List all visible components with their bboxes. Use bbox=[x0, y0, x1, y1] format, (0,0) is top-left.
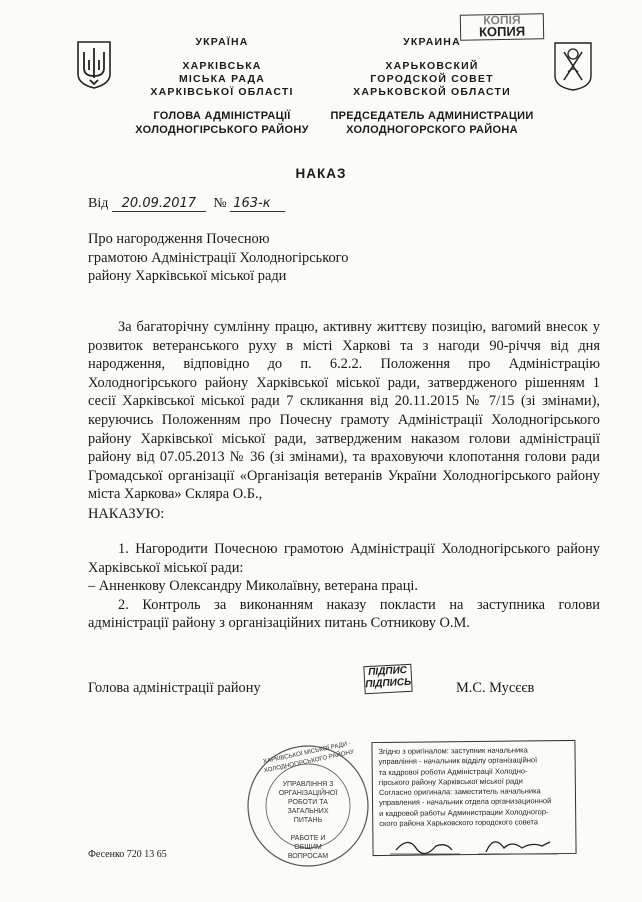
certification-line-5: Согласно оригинала: заместитель начальника bbox=[378, 786, 541, 798]
certification-line-6: управления - начальник отдела организационной bbox=[378, 796, 552, 808]
document-title: НАКАЗ bbox=[295, 166, 347, 181]
signatory-name: М.С. Мусєєв bbox=[456, 680, 535, 696]
date-from-label: Від bbox=[88, 196, 109, 211]
round-seal-lower bbox=[278, 834, 338, 861]
subject bbox=[88, 230, 408, 286]
certification-line-4: гірського району Харківської міської ради bbox=[378, 776, 523, 787]
header-right-council-3: ХАРЬКОВСКОЙ ОБЛАСТИ bbox=[353, 86, 511, 98]
order-items bbox=[88, 540, 600, 633]
round-seal-lower-1: РАБОТЕ И ОБЩИМ bbox=[290, 835, 326, 851]
date-line bbox=[88, 196, 285, 212]
header-left-admin-2: ХОЛОДНОГІРСЬКОГО РАЙОНУ bbox=[135, 124, 309, 136]
copy-stamp-line2: КОПИЯ bbox=[478, 23, 526, 40]
round-seal-lower-2: ВОПРОСАМ bbox=[287, 853, 329, 860]
copy-stamp-line1: КОПІЯ bbox=[483, 12, 521, 28]
header-right-country: УКРАИНА bbox=[403, 36, 461, 48]
header-left-country: УКРАЇНА bbox=[195, 36, 249, 48]
footer-contact: Фесенко 720 13 65 bbox=[88, 849, 167, 860]
header-left-council-1: ХАРКІВСЬКА bbox=[182, 60, 262, 72]
header-left bbox=[122, 36, 322, 137]
order-item-1-text: Нагородити Почесною грамотою Адміністрації Холодногірського району Харківської міської ради: bbox=[88, 541, 600, 576]
certification-line-1: Згідно з оригіналом: заступник начальника bbox=[378, 745, 528, 756]
header-right-council-2: ГОРОДСКОЙ СОВЕТ bbox=[370, 73, 494, 85]
order-word: НАКАЗУЮ: bbox=[88, 506, 165, 522]
date-value: 20.09.2017 bbox=[112, 196, 206, 212]
ukraine-coat-of-arms-icon bbox=[76, 40, 112, 90]
header-right bbox=[322, 36, 542, 137]
round-seal bbox=[238, 739, 378, 874]
header-right-council-1: ХАРЬКОВСКИЙ bbox=[385, 60, 479, 72]
certification-line-8: ского района Харьковского городского совета bbox=[379, 817, 539, 829]
order-item-1 bbox=[88, 540, 600, 577]
certification-line-2: управління - начальник відділу організаційної bbox=[378, 755, 538, 767]
round-seal-inner-4: ЗАГАЛЬНИХ bbox=[287, 808, 329, 815]
round-seal-inner-3: РОБОТИ ТА bbox=[288, 799, 328, 806]
header-right-admin-2: ХОЛОДНОГОРСКОГО РАЙОНА bbox=[346, 124, 518, 136]
preamble: За багаторічну сумлінну працю, активну життєву позицію, вагомий внесок у розвиток ветеранського руху в місті Харкові та з нагоди 90-річчя від дня народження, відповідно до п. 6.2.2. Положення про Адміністрацію Холодногірського району Харківської міської ради, затвердженого рішенням 1 сесії Харківської міської ради 7 скликання від 20.11.2015 № 7/15 (зі змінами), керуючись Положенням про Почесну грамоту Адміністрації Холодногірського району Харківської міської ради, затвердженим наказом голови адміністрації району від 07.05.2013 № 36 (зі змінами), та враховуючи клопотання голови ради Громадської організації «Організація ветеранів України Холодногірського району міста Харкова» Скляра О.Б., bbox=[88, 319, 600, 503]
order-item-1-sub-text: – Анненкову Олександру Миколаївну, ветерана праці. bbox=[88, 578, 418, 595]
round-seal-inner-1: УПРАВЛІННЯ З bbox=[282, 781, 334, 788]
signature-position: Голова адміністрації району bbox=[88, 680, 261, 696]
subject-line-2: грамотою Адміністрації Холодногірського bbox=[88, 249, 349, 266]
header-left-council-2: МІСЬКА РАДА bbox=[178, 73, 266, 85]
order-item-2 bbox=[88, 596, 600, 633]
order-item-2-num: 2. bbox=[118, 596, 129, 613]
header-left-council-3: ХАРКІВСЬКОЇ ОБЛАСТІ bbox=[150, 86, 294, 98]
round-seal-outer-text: ХАРКІВСЬКОЇ МІСЬКОЇ РАДИ · ХОЛОДНОГІРСЬКОГО РАЙОНУ bbox=[262, 739, 355, 775]
subject-line-3: району Харківської міської ради bbox=[88, 268, 287, 284]
signature-stamp bbox=[363, 664, 412, 694]
order-item-2-text: Контроль за виконанням наказу покласти на заступника голови адміністрації району з організаційних питань Сотникову О.М. bbox=[88, 596, 600, 632]
subject-line-1: Про нагородження Почесною bbox=[88, 231, 270, 247]
round-seal-inner bbox=[274, 780, 342, 825]
round-seal-inner-5: ПИТАНЬ bbox=[293, 817, 323, 824]
order-item-1-sub bbox=[88, 577, 600, 596]
round-seal-inner-2: ОРГАНІЗАЦІЙНОЇ bbox=[278, 790, 338, 797]
signature-stamp-line2: ПІДПИСЬ bbox=[365, 676, 412, 691]
certification-line-3: та кадрової роботи Адміністрації Холодно- bbox=[378, 766, 528, 777]
header-left-admin-1: ГОЛОВА АДМІНІСТРАЦІЇ bbox=[153, 110, 291, 122]
number-label: № bbox=[213, 196, 227, 211]
signature-stamp-line1: ПІДПИС bbox=[367, 665, 408, 679]
header-right-admin-1: ПРЕДСЕДАТЕЛЬ АДМИНИСТРАЦИИ bbox=[330, 110, 534, 122]
certification-line-7: и кадровой работы Администрации Холодногор- bbox=[379, 807, 549, 818]
number-value: 163-к bbox=[230, 196, 285, 212]
kharkiv-coat-of-arms-icon bbox=[552, 40, 594, 92]
order-item-1-num: 1. bbox=[118, 541, 129, 557]
certification-signatures bbox=[390, 832, 560, 860]
